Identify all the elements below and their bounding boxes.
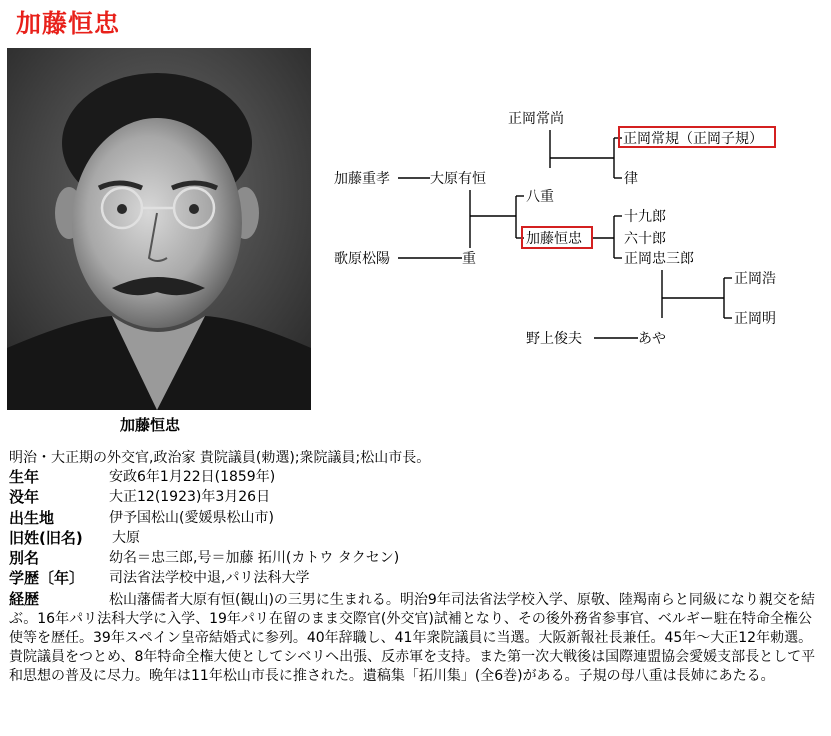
profile-career [9,590,823,686]
tree-kato-shigetaka: 加藤重孝 [334,171,390,187]
profile-description: 明治・大正期の外交官,政治家 貴院議員(勅選);衆院議員;松山市長。 [9,450,431,466]
tree-kato-tsunetada: 加藤恒忠 [526,231,582,247]
tree-jukuro: 十九郎 [624,209,666,225]
family-tree [0,0,831,360]
death-label: 没年 [9,488,40,506]
tree-masaoka-tsunenori: 正岡常規（正岡子規） [623,131,763,147]
tree-masaoka-chusaburo: 正岡忠三郎 [624,251,694,267]
tree-aya: あや [638,331,666,347]
tree-masaoka-hiroshi: 正岡浩 [734,271,776,287]
birthplace-label: 出生地 [9,509,55,527]
birthplace-value: 伊予国松山(愛媛県松山市) [109,510,274,526]
alias-value: 幼名＝忠三郎,号＝加藤 拓川(カトウ タクセン) [109,550,400,566]
tree-yae: 八重 [526,189,554,205]
education-value: 司法省法学校中退,パリ法科大学 [109,570,310,586]
photo-caption: 加藤恒忠 [120,416,181,434]
education-label: 学歴〔年〕 [9,569,85,587]
birth-value: 安政6年1月22日(1859年) [109,469,276,485]
alias-label: 別名 [9,549,40,567]
death-value: 大正12(1923)年3月26日 [109,489,271,505]
tree-shige: 重 [462,251,476,267]
tree-masaoka-tsunenao: 正岡常尚 [508,111,564,127]
tree-ritsu: 律 [624,171,638,187]
page-title: 加藤恒忠 [16,9,121,38]
tree-ohara-arinori: 大原有恒 [430,171,486,187]
birth-label: 生年 [9,468,40,486]
tree-masaoka-akira: 正岡明 [734,311,776,327]
former-name-value: 大原 [112,530,140,546]
tree-rokujuro: 六十郎 [624,231,666,247]
former-name-label: 旧姓(旧名) [9,529,83,547]
career-text: 松山藩儒者大原有恒(観山)の三男に生まれる。明治9年司法省法学校入学、原敬、陸羯南らと同級になり親交を結ぶ。16年パリ法科大学に入学、19年パリ在留のまま交際官(外交官)試補となり、その後外務省参事官、ベルギー駐在特命全権公使等を歴任。39年スペイン皇帝結婚式に参列。40年辞職し、41年衆院議員に当選。大阪新報社長兼任。45年～大正12年勅選。貴院議員をつとめ、8年特命全権大使としてシベリヘ出張、反赤軍を支持。また第一次大戦後は国際連盟協会愛媛支部長として平和思想の普及に尽力。晩年は11年松山市長に推された。遺稿集「拓川集」(全6巻)がある。子規の母八重は長姉にあたる。 [9,592,816,684]
tree-nogami-toshio: 野上俊夫 [526,331,582,347]
career-label: 経歴 [9,590,40,608]
tree-utahara-shoyo: 歌原松陽 [334,251,390,267]
